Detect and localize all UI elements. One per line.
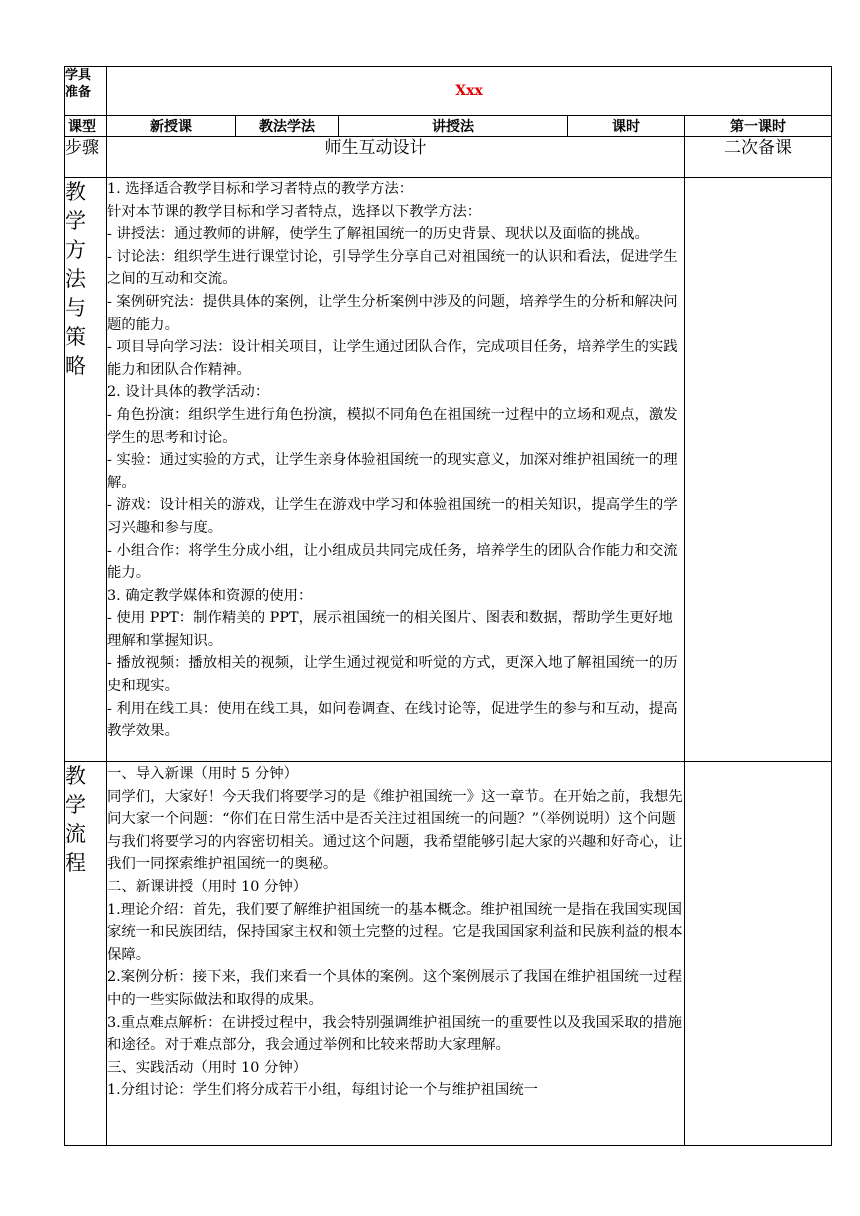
design-header: 师生互动设计 [107, 137, 685, 178]
column-header-row [65, 137, 832, 178]
process-content: 一、导入新课（用时 5 分钟） 同学们，大家好！今天我们将要学习的是《维护祖国统一》这一章节。在开始之前，我想先问大家一个问题：“你们在日常生活中是否关注过祖国统一的问题？”（举例说明）这个问题与我们将要学习的内容密切相关。通过这个问题，我希望能够引起大家的兴趣和好奇心，让我们一同探索维护祖国统一的奥秘。 二、新课讲授（用时 10 分钟） 1.理论介绍：首先，我们要了解维护祖国统一的基本概念。维护祖国统一是指在我国实现国家统一和民族团结，保持国家主权和领土完整的过程。它是我国国家利益和民族利益的根本保障。 2.案例分析：接下来，我们来看一个具体的案例。这个案例展示了我国在维护祖国统一过程中的一些实际做法和取得的成果。 3.重点难点解析：在讲授过程中，我会特别强调维护祖国统一的重要性以及我国采取的措施和途径。对于难点部分，我会通过举例和比较来帮助大家理解。 三、实践活动（用时 10 分钟） 1.分组讨论：学生们将分成若干小组，每组讨论一个与维护祖国统一 [107, 762, 685, 1146]
prep-label: 学具 准备 [65, 67, 107, 116]
second-prep-header: 二次备课 [685, 137, 832, 178]
process-row [65, 762, 832, 1146]
methods-second-prep [685, 178, 832, 762]
type-value: 新授课 [107, 116, 236, 137]
methods-label: 教 学 方 法 与 策 略 [65, 178, 107, 762]
methods-row [65, 178, 832, 762]
type-row [65, 116, 832, 137]
process-second-prep [685, 762, 832, 1146]
prep-row [65, 67, 832, 116]
method-value: 讲授法 [339, 116, 568, 137]
period-value: 第一课时 [685, 116, 832, 137]
prep-value: Xxx [107, 67, 832, 116]
methods-content: 1. 选择适合教学目标和学习者特点的教学方法： 针对本节课的教学目标和学习者特点，选择以下教学方法： - 讲授法：通过教师的讲解，使学生了解祖国统一的历史背景、现状以及面临的挑战。 - 讨论法：组织学生进行课堂讨论，引导学生分享自己对祖国统一的认识和看法，促进学生之间的互动和交流。 - 案例研究法：提供具体的案例，让学生分析案例中涉及的问题，培养学生的分析和解决问题的能力。 - 项目导向学习法：设计相关项目，让学生通过团队合作，完成项目任务，培养学生的实践能力和团队合作精神。 2. 设计具体的教学活动： - 角色扮演：组织学生进行角色扮演，模拟不同角色在祖国统一过程中的立场和观点，激发学生的思考和讨论。 - 实验：通过实验的方式，让学生亲身体验祖国统一的现实意义，加深对维护祖国统一的理解。 - 游戏：设计相关的游戏，让学生在游戏中学习和体验祖国统一的相关知识，提高学生的学习兴趣和参与度。 - 小组合作：将学生分成小组，让小组成员共同完成任务，培养学生的团队合作能力和交流能力。 3. 确定教学媒体和资源的使用： - 使用 PPT：制作精美的 PPT，展示祖国统一的相关图片、图表和数据，帮助学生更好地理解和掌握知识。 - 播放视频：播放相关的视频，让学生通过视觉和听觉的方式，更深入地了解祖国统一的历史和现实。 - 利用在线工具：使用在线工具，如问卷调查、在线讨论等，促进学生的参与和互动，提高教学效果。 [107, 178, 685, 762]
lesson-plan-table [64, 66, 832, 1146]
process-label: 教 学 流 程 [65, 762, 107, 1146]
method-label: 教法学法 [236, 116, 339, 137]
period-label: 课时 [568, 116, 685, 137]
step-header: 步骤 [65, 137, 107, 178]
type-label: 课型 [65, 116, 107, 137]
